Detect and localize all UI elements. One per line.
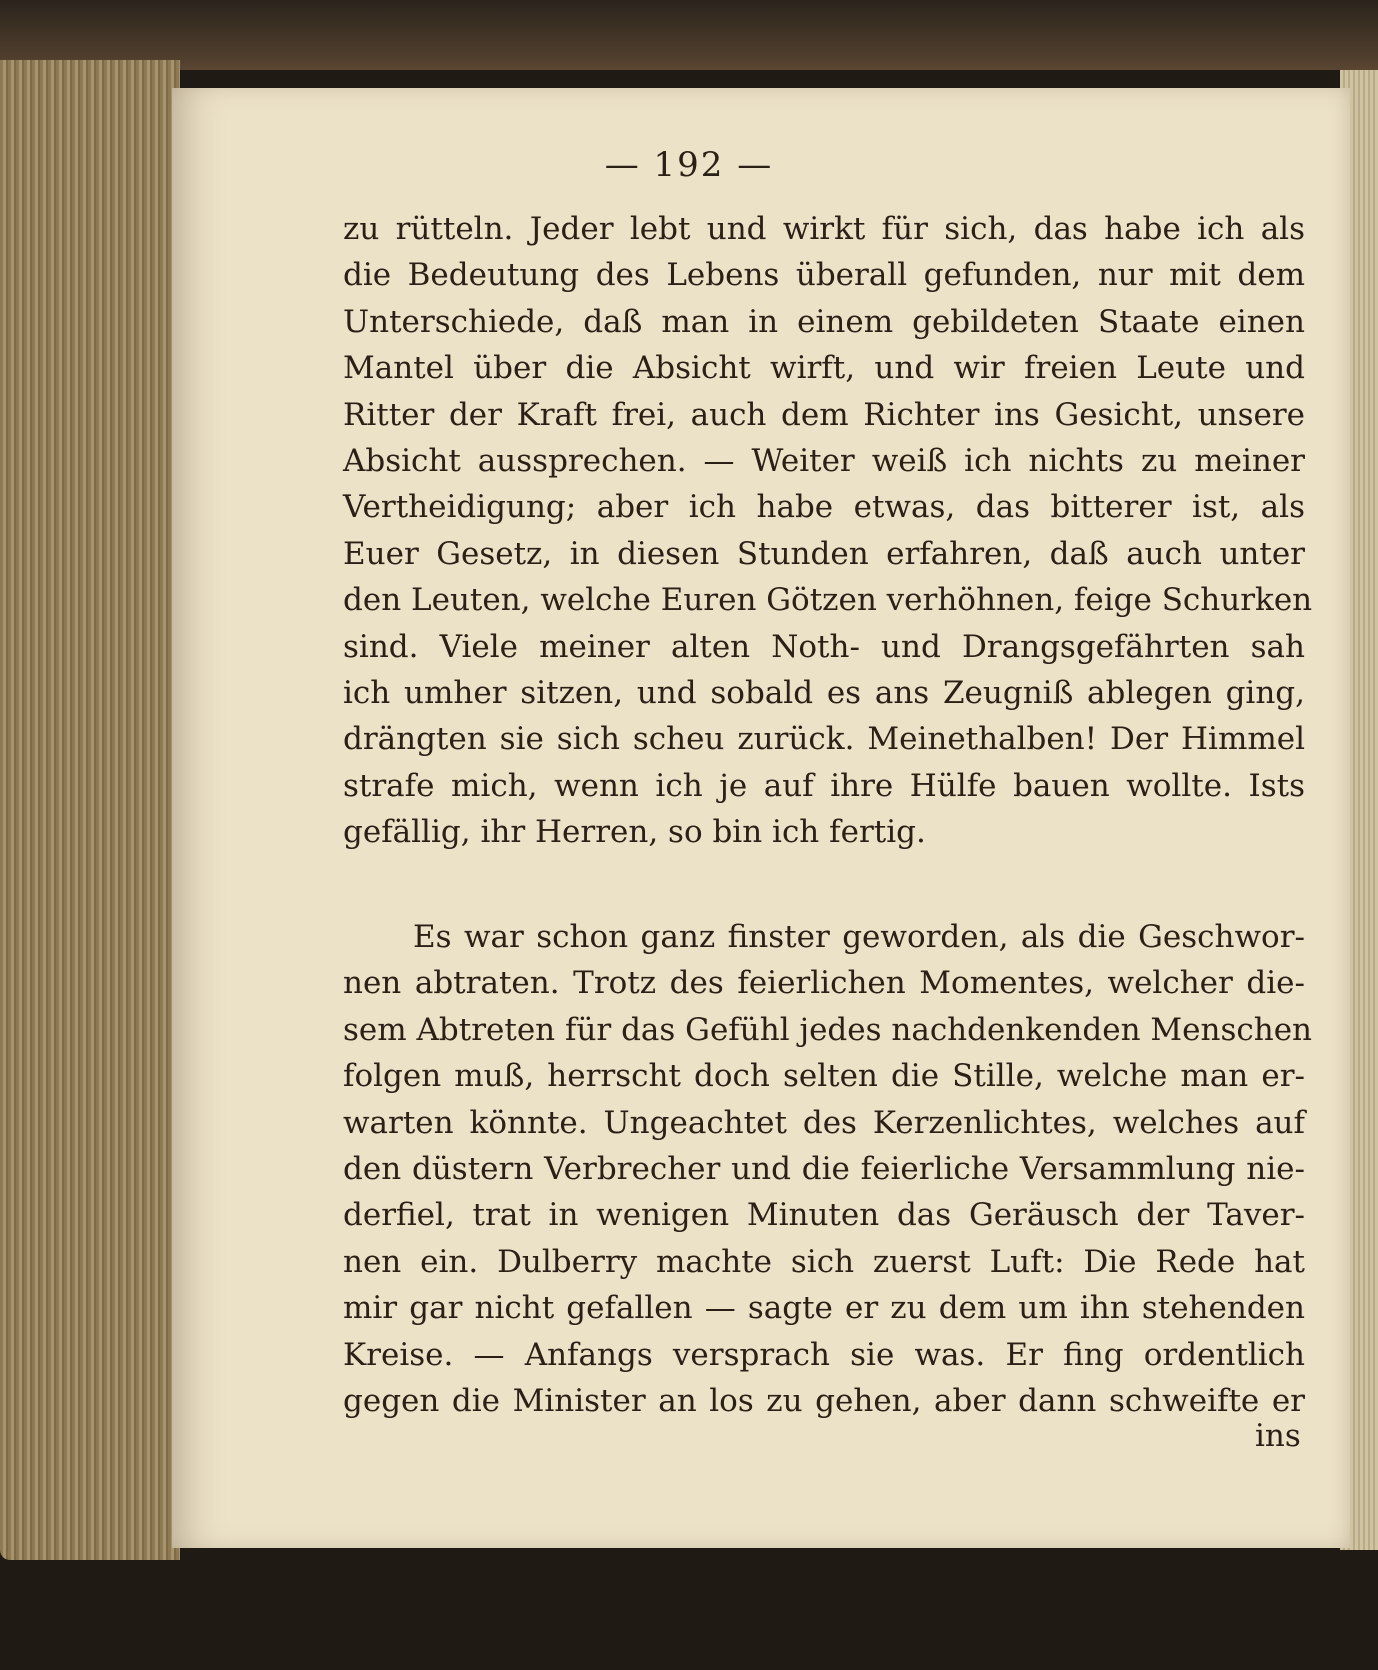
text-line: sem Abtreten für das Gefühl jedes nachdenkenden Menschen [343, 1011, 1313, 1048]
text-line: drängten sie sich scheu zurück. Meinethalben! Der Himmel [343, 721, 1305, 758]
text-line: nen abtraten. Trotz des feierlichen Momentes, welcher die- [343, 965, 1305, 1002]
book-binding [0, 0, 1378, 70]
page-edges-left [0, 60, 180, 1560]
text-line: Es war schon ganz finster geworden, als die Geschwor- [413, 919, 1305, 955]
text-line: Mantel über die Absicht wirft, und wir freien Leute und [343, 350, 1305, 387]
paragraph-1 [343, 206, 1313, 855]
text-line: den düstern Verbrecher und die feierliche Versammlung nie- [343, 1150, 1305, 1187]
text-line: ich umher sitzen, und sobald es ans Zeugniß ablegen ging, [343, 674, 1305, 711]
paragraph-2 [343, 914, 1313, 1424]
text-line: Unterschiede, daß man in einem gebildeten Staate einen [343, 303, 1305, 340]
text-line: warten könnte. Ungeachtet des Kerzenlichtes, welches auf [343, 1104, 1305, 1141]
text-line: gefällig, ihr Herren, so bin ich fertig. [343, 814, 926, 851]
text-line: nen ein. Dulberry machte sich zuerst Luft: Die Rede hat [343, 1243, 1305, 1280]
text-line: Euer Gesetz, in diesen Stunden erfahren, daß auch unter [343, 535, 1305, 572]
text-line: die Bedeutung des Lebens überall gefunden, nur mit dem [343, 257, 1305, 294]
text-line: den Leuten, welche Euren Götzen verhöhnen, feige Schurken [343, 582, 1313, 619]
text-line: Vertheidigung; aber ich habe etwas, das bitterer ist, als [343, 489, 1305, 526]
text-line: sind. Viele meiner alten Noth- und Drangsgefährten sah [343, 628, 1305, 665]
text-line: Absicht aussprechen. — Weiter weiß ich nichts zu meiner [343, 442, 1305, 479]
text-line: derfiel, trat in wenigen Minuten das Geräusch der Taver- [343, 1197, 1305, 1234]
text-line: Kreise. — Anfangs versprach sie was. Er fing ordentlich [343, 1336, 1305, 1373]
page-number: — 192 — [604, 145, 774, 185]
text-line: zu rütteln. Jeder lebt und wirkt für sich, das habe ich als [343, 211, 1305, 247]
catchword: ins [1255, 1418, 1301, 1454]
text-line: gegen die Minister an los zu gehen, aber dann schweifte er [343, 1382, 1305, 1419]
text-line: folgen muß, herrscht doch selten die Stille, welche man er- [343, 1058, 1305, 1095]
text-line: Ritter der Kraft frei, auch dem Richter ins Gesicht, unsere [343, 396, 1305, 433]
text-line: strafe mich, wenn ich je auf ihre Hülfe bauen wollte. Ists [343, 767, 1305, 804]
text-line: mir gar nicht gefallen — sagte er zu dem um ihn stehenden [343, 1290, 1305, 1327]
